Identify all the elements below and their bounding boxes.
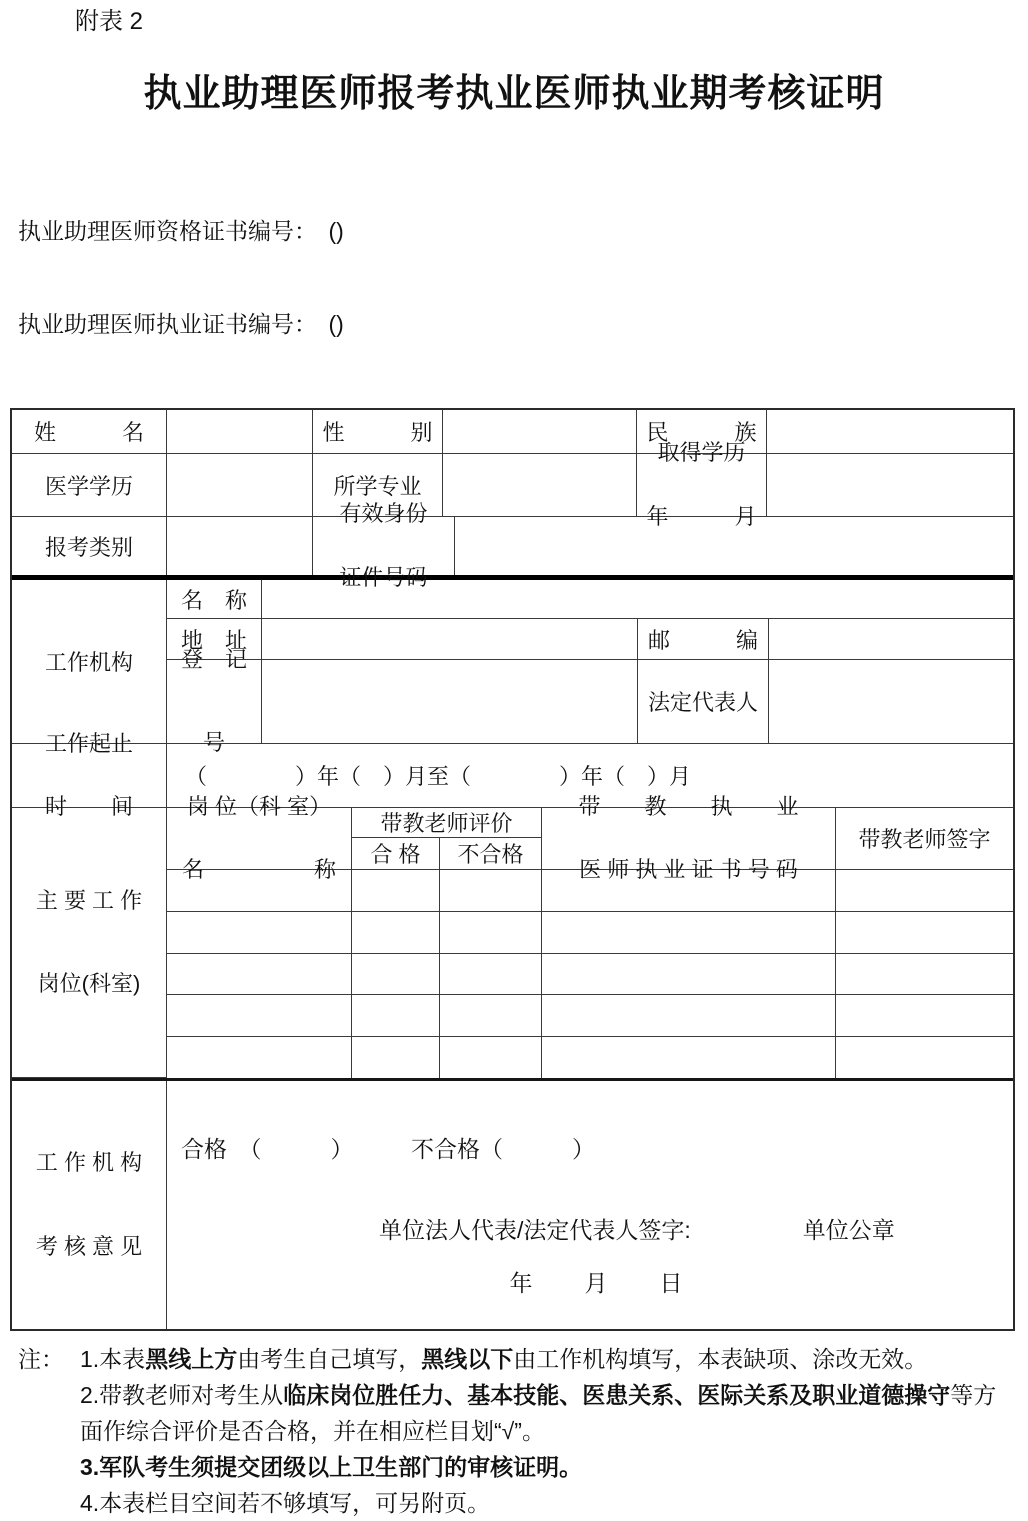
name-value-cell	[167, 410, 313, 454]
work-organization-label: 工作机构	[12, 580, 167, 744]
teacher-signature-column-header: 带教老师签字	[836, 808, 1013, 870]
major-label: 所学专业	[313, 454, 443, 517]
org-name-value-cell	[262, 580, 1013, 619]
post-row	[167, 1037, 1013, 1078]
org-registration-number-value-cell	[262, 660, 638, 744]
teacher-signature-cell	[836, 870, 1013, 912]
registration-category-value-cell	[167, 517, 313, 575]
teacher-cert-number-column-header: 带 教 执 业 医 师 执 业 证 书 号 码	[542, 808, 836, 870]
pass-cell	[352, 954, 440, 996]
certificate-number-lines	[18, 154, 1028, 402]
attachment-tag: 附表 2	[75, 8, 144, 35]
qualification-cert-number-line: 执业助理医师资格证书编号： ()	[18, 218, 344, 244]
notes-body	[80, 1341, 1012, 1521]
work-period-label: 工作起止 时 间	[12, 744, 167, 808]
org-name-label: 名 称	[167, 580, 262, 619]
note-line-4: 4.本表栏目空间若不够填写，可另附页。	[80, 1490, 491, 1516]
post-name-cell	[167, 995, 352, 1037]
teacher-cert-cell	[542, 912, 836, 954]
main-work-posts-label: 主 要 工 作 岗位(科室)	[12, 808, 167, 1078]
assessment-date-line: 年 月 日	[509, 1270, 685, 1296]
registration-category-label: 报考类别	[12, 517, 167, 575]
work-organization-section	[12, 580, 1013, 756]
teacher-cert-cell	[542, 870, 836, 912]
pass-cell	[352, 1037, 440, 1078]
notes-section	[18, 1341, 1012, 1521]
main-work-posts-section	[12, 793, 1013, 1078]
teacher-cert-cell	[542, 1037, 836, 1078]
row-education-major-date	[12, 440, 1013, 529]
ethnicity-label: 民 族	[637, 410, 767, 454]
org-assessment-content	[167, 1081, 1013, 1329]
post-row	[167, 912, 1013, 954]
id-number-value-cell	[455, 517, 1013, 575]
work-period-value-cell: （ ）年（ ）月至（ ）年（ ）月	[167, 744, 1013, 808]
posts-header-row	[167, 793, 1013, 883]
post-name-cell	[167, 912, 352, 954]
education-date-label: 取得学历 年 月	[637, 454, 767, 517]
post-name-cell	[167, 954, 352, 996]
form-table	[10, 408, 1015, 1331]
legal-representative-label: 法定代表人	[638, 660, 769, 744]
teacher-evaluation-header: 带教老师评价	[352, 808, 542, 838]
note-line-2: 2.带教老师对考生从临床岗位胜任力、基本技能、医患关系、医际关系及职业道德操守等方面作综合评价是否合格，并在相应栏目划“√”。	[80, 1382, 997, 1444]
post-name-cell	[167, 870, 352, 912]
org-address-label: 地 址	[167, 619, 262, 660]
row-name-gender-ethnicity	[12, 410, 1013, 454]
pass-cell	[352, 995, 440, 1037]
org-assessment-label: 工 作 机 构 考 核 意 见	[12, 1081, 167, 1329]
org-assessment-section	[12, 1078, 1013, 1329]
work-organization-fields	[167, 580, 1013, 756]
fail-cell	[440, 912, 542, 954]
post-row	[167, 995, 1013, 1037]
org-address-row	[167, 619, 1013, 660]
postal-code-label: 邮 编	[638, 619, 769, 660]
teacher-signature-cell	[836, 995, 1013, 1037]
note-line-1: 1.本表黑线上方由考生自己填写，黑线以下由工作机构填写，本表缺项、涂改无效。	[80, 1346, 928, 1372]
org-registration-number-label: 登 记 号	[167, 660, 262, 744]
note-line-3: 3.军队考生须提交团级以上卫生部门的审核证明。	[80, 1454, 583, 1480]
evaluation-subheaders	[352, 838, 542, 870]
postal-code-value-cell	[769, 619, 1013, 660]
education-date-value-cell	[767, 454, 1013, 517]
teacher-cert-cell	[542, 954, 836, 996]
row-category-idnumber	[12, 501, 1013, 590]
gender-value-cell	[443, 410, 637, 454]
assessment-signature-line	[181, 1212, 1013, 1245]
org-seal-label: 单位公章	[802, 1217, 895, 1243]
fail-cell	[440, 1037, 542, 1078]
fail-cell	[440, 954, 542, 996]
teacher-cert-cell	[542, 995, 836, 1037]
practice-cert-number-line: 执业助理医师执业证书编号： ()	[18, 311, 344, 337]
teacher-signature-cell	[836, 912, 1013, 954]
org-registration-row	[167, 646, 1013, 756]
teacher-signature-cell	[836, 1037, 1013, 1078]
name-label: 姓 名	[12, 410, 167, 454]
post-name-cell	[167, 1037, 352, 1078]
notes-prefix: 注：	[18, 1346, 64, 1372]
page-title: 执业助理医师报考执业医师执业期考核证明	[143, 73, 885, 115]
ethnicity-value-cell	[767, 410, 1013, 454]
post-row	[167, 954, 1013, 996]
assessment-result-line: 合格 （ ） 不合格（ ）	[181, 1136, 595, 1162]
fail-cell	[440, 995, 542, 1037]
org-name-row	[167, 580, 1013, 619]
fail-column-header: 不合格	[440, 838, 542, 870]
teacher-signature-cell	[836, 954, 1013, 996]
pass-cell	[352, 912, 440, 954]
pass-column-header: 合 格	[352, 838, 440, 870]
work-period-row	[12, 730, 1013, 820]
pass-cell	[352, 870, 440, 912]
post-name-column-header: 岗 位（科 室） 名 称	[167, 808, 352, 870]
major-value-cell	[443, 454, 637, 517]
id-number-label: 有效身份 证件号码	[313, 517, 455, 575]
post-row	[167, 870, 1013, 912]
legal-representative-value-cell	[769, 660, 1013, 744]
teacher-evaluation-header-group	[352, 808, 542, 870]
fail-cell	[440, 870, 542, 912]
education-label: 医学学历	[12, 454, 167, 517]
org-address-value-cell	[262, 619, 638, 660]
legal-representative-signature-label: 单位法人代表/法定代表人签字:	[379, 1217, 691, 1243]
gender-label: 性 别	[313, 410, 443, 454]
posts-empty-rows	[167, 870, 1013, 1078]
education-value-cell	[167, 454, 313, 517]
posts-grid	[167, 793, 1013, 1078]
